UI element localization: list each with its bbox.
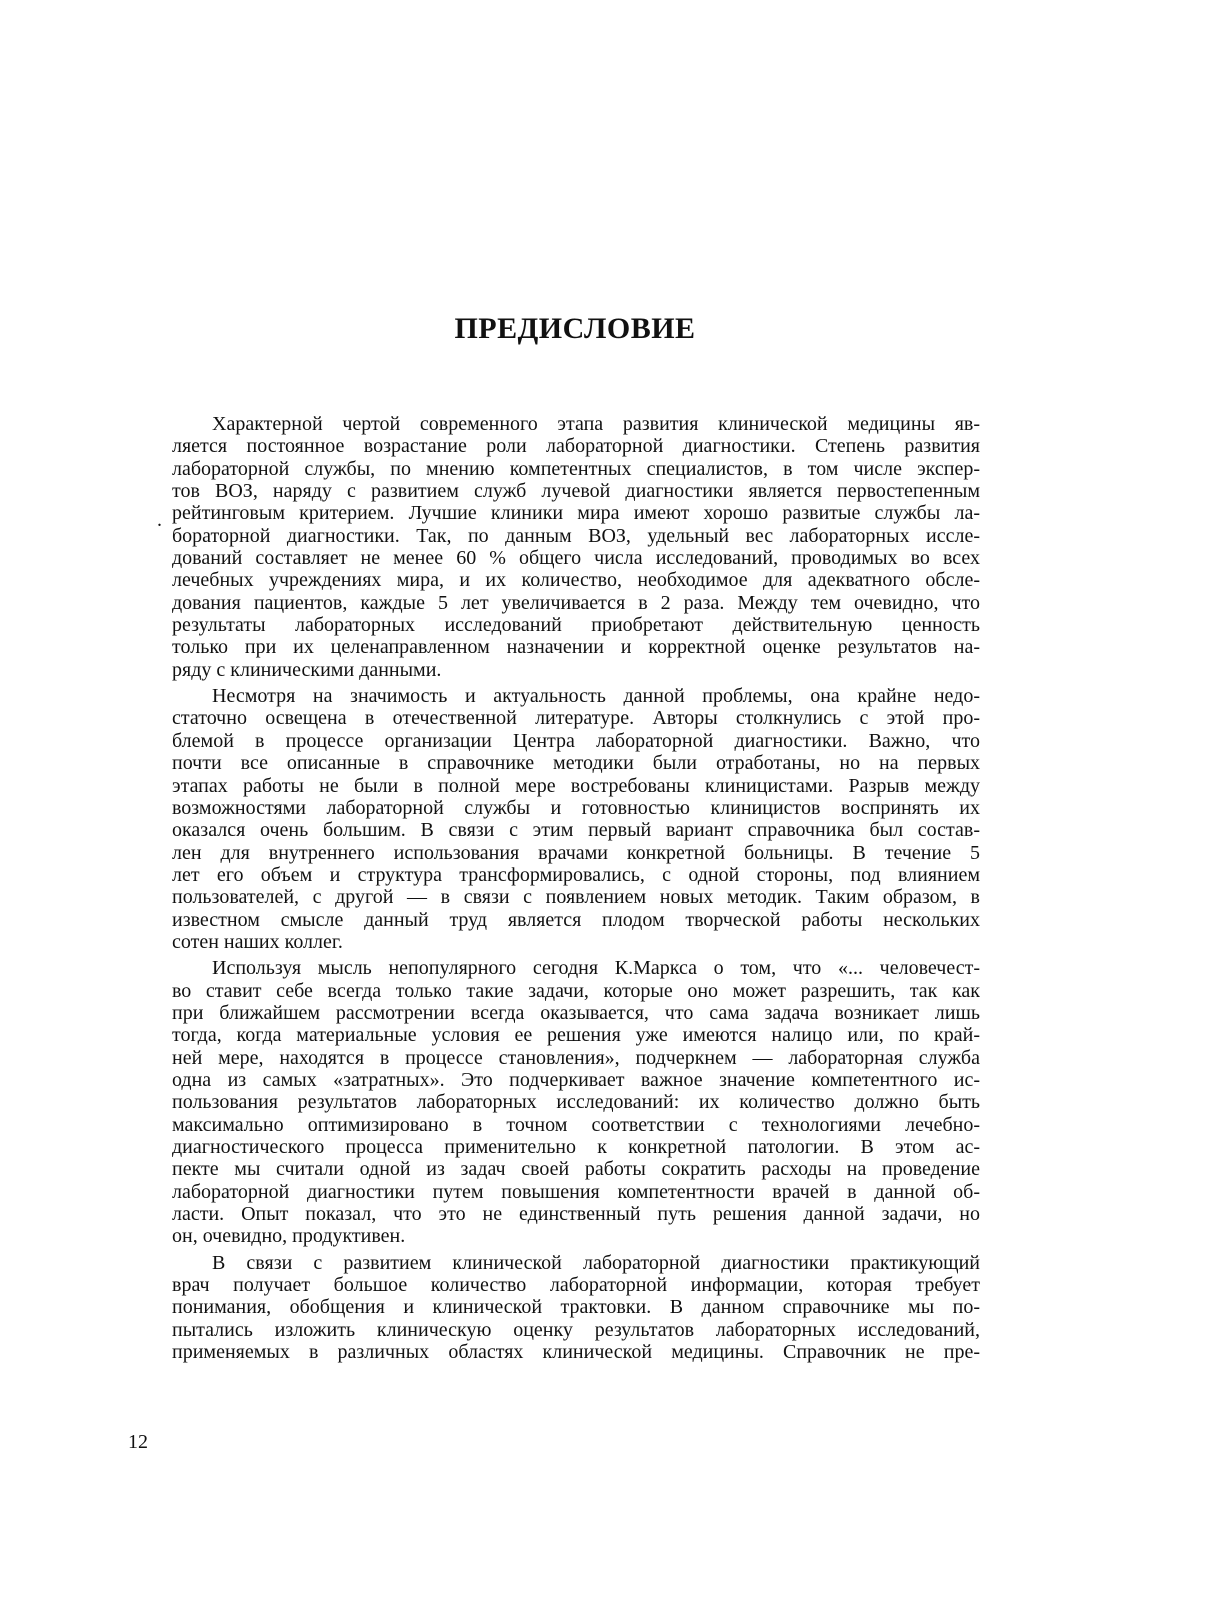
text-line: при ближайшем рассмотрении всегда оказывается, что сама задача возникает лишь [172,1001,980,1024]
text-line: Несмотря на значимость и актуальность данной проблемы, она крайне недо- [212,685,980,708]
page-title: ПРЕДИСЛОВИЕ [454,312,696,345]
text-line: лет его объем и структура трансформировались, с одной стороны, под влиянием [172,863,980,886]
preface-body [172,413,980,1363]
text-line: ряду с клиническими данными. [172,658,442,681]
text-line: бораторной диагностики. Так, по данным ВОЗ, удельный вес лабораторных иссле- [172,524,980,547]
text-line: только при их целенаправленном назначении и корректной оценке результатов на- [172,636,980,659]
text-line: ней мере, находятся в процессе становления», подчеркнем — лабораторная служба [172,1046,980,1069]
paragraph [172,957,980,1247]
text-line: лечебных учреждениях мира, и их количество, необходимое для адекватного обсле- [172,569,980,592]
text-line: почти все описанные в справочнике методики были отработаны, но на первых [172,752,980,775]
text-line: дования пациентов, каждые 5 лет увеличивается в 2 раза. Между тем очевидно, что [172,591,980,614]
text-line: возможностями лабораторной службы и готовностью клиницистов воспринять их [172,796,980,819]
text-line: Используя мысль непопулярного сегодня К.Маркса о том, что «... человечест- [212,957,980,980]
text-line: ляется постоянное возрастание роли лабораторной диагностики. Степень развития [172,435,980,458]
text-line: лен для внутреннего использования врачами конкретной больницы. В течение 5 [172,841,980,864]
text-line: В связи с развитием клинической лабораторной диагностики практикующий [212,1251,980,1274]
text-line: ласти. Опыт показал, что это не единственный путь решения данной задачи, но [172,1203,980,1226]
paragraph [172,685,980,953]
page-number: 12 [128,1431,148,1453]
text-line: пекте мы считали одной из задач своей работы сократить расходы на проведение [172,1158,980,1181]
text-line: рейтинговым критерием. Лучшие клиники мира имеют хорошо развитые службы ла- [172,502,980,525]
text-line: оказался очень большим. В связи с этим первый вариант справочника был состав- [172,819,980,842]
text-line: дований составляет не менее 60 % общего числа исследований, проводимых во всех [172,547,980,570]
text-line: лабораторной службы, по мнению компетентных специалистов, в том числе экспер- [172,457,980,480]
text-line: понимания, обобщения и клинической трактовки. В данном справочнике мы по- [172,1296,980,1319]
paragraph [172,1252,980,1364]
text-line: одна из самых «затратных». Это подчеркивает важное значение компетентного ис- [172,1068,980,1091]
text-line: врач получает большое количество лабораторной информации, которая требует [172,1274,980,1297]
paragraph [172,413,980,681]
text-line: пытались изложить клиническую оценку результатов лабораторных исследований, [172,1318,980,1341]
text-line: известном смысле данный труд является плодом творческой работы нескольких [172,908,980,931]
text-line: диагностического процесса применительно к конкретной патологии. В этом ас- [172,1136,980,1158]
text-line: применяемых в различных областях клинической медицины. Справочник не пре- [172,1341,980,1364]
text-line: этапах работы не были в полной мере востребованы клиницистами. Разрыв между [172,774,980,797]
text-line: максимально оптимизировано в точном соответствии с технологиями лечебно- [172,1113,980,1136]
text-line: статочно освещена в отечественной литературе. Авторы столкнулись с этой про- [172,707,980,730]
text-line: тов ВОЗ, наряду с развитием служб лучевой диагностики является первостепенным [172,480,980,503]
text-line: сотен наших коллег. [172,930,343,953]
text-line: блемой в процессе организации Центра лабораторной диагностики. Важно, что [172,729,980,752]
text-line: пользования результатов лабораторных исследований: их количество должно быть [172,1091,980,1114]
text-line: тогда, когда материальные условия ее решения уже имеются налицо или, по край- [172,1024,980,1047]
text-line: он, очевидно, продуктивен. [172,1225,406,1248]
text-line: во ставит себе всегда только такие задачи, которые оно может разрешить, так как [172,979,980,1002]
text-line: пользователей, с другой — в связи с появлением новых методик. Таким образом, в [172,886,980,909]
text-line: Характерной чертой современного этапа развития клинической медицины яв- [212,413,980,435]
stray-mark: . [157,509,162,531]
text-line: лабораторной диагностики путем повышения компетентности врачей в данной об- [172,1180,980,1203]
text-line: результаты лабораторных исследований приобретают действительную ценность [172,614,980,637]
